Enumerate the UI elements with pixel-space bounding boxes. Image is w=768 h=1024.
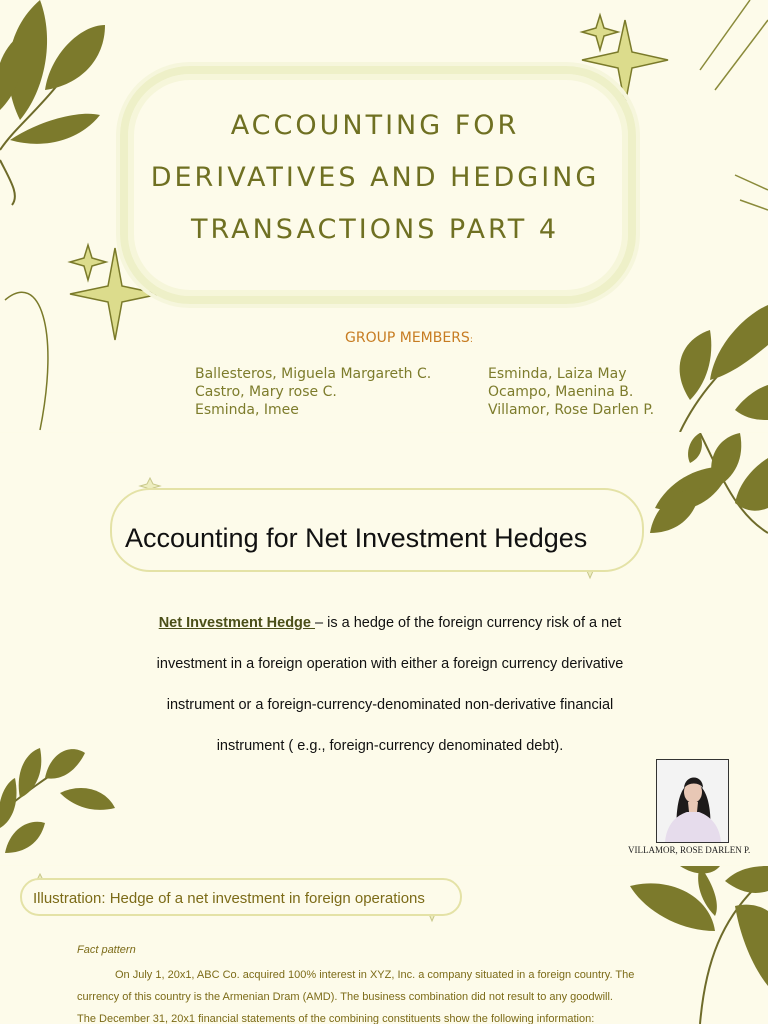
member-name: Ballesteros, Miguela Margareth C. bbox=[195, 366, 432, 382]
leaf-cluster-top-left-icon bbox=[0, 0, 105, 205]
member-name: Ocampo, Maenina B. bbox=[488, 384, 634, 400]
net-investment-slide bbox=[0, 433, 768, 865]
presenter-photo bbox=[656, 759, 729, 843]
illustration-heading: Illustration: Hedge of a net investment in foreign operations bbox=[33, 890, 425, 907]
arc-icon bbox=[5, 292, 48, 430]
illustration-slide bbox=[0, 866, 768, 1024]
member-name: Castro, Mary rose C. bbox=[195, 384, 337, 400]
member-name: Esminda, Laiza May bbox=[488, 366, 627, 382]
group-members-label: GROUP MEMBERS: bbox=[345, 330, 473, 346]
term-net-investment-hedge: Net Investment Hedge bbox=[158, 615, 316, 631]
fact-pattern-text: On July 1, 20x1, ABC Co. acquired 100% interest in XYZ, Inc. a company situated in a foreign country. The currency of this country is the Armenian Dram (AMD). The business combination did not result to any goodwill. The December 31, 20x1 financial statements of the combining constituents show the following information: bbox=[77, 969, 635, 1024]
fact-pattern-label: Fact pattern bbox=[77, 944, 136, 956]
line-accents-top-right-icon bbox=[700, 0, 768, 210]
members-list-left bbox=[195, 365, 431, 419]
member-name: Villamor, Rose Darlen P. bbox=[488, 402, 655, 418]
avatar-icon bbox=[657, 760, 728, 842]
leaf-cluster-bottom-right-icon bbox=[680, 305, 768, 432]
members-list-right bbox=[488, 365, 654, 419]
slide-heading: Accounting for Net Investment Hedges bbox=[125, 523, 588, 553]
definition-paragraph: Net Investment Hedge – is a hedge of the foreign currency risk of a net investment in a foreign operation with either a foreign currency derivative instrument or a foreign-currency-denominated non-derivative financial instrument ( e.g., foreign-currency denominated debt). bbox=[156, 615, 624, 754]
photo-caption: VILLAMOR, ROSE DARLEN P. bbox=[628, 845, 751, 855]
title-slide bbox=[0, 0, 768, 432]
presentation-title: ACCOUNTING FOR DERIVATIVES AND HEDGING TRANSACTIONS PART 4 bbox=[150, 110, 600, 245]
member-name: Esminda, Imee bbox=[195, 402, 299, 418]
leaf-cluster-right-icon bbox=[650, 433, 768, 533]
